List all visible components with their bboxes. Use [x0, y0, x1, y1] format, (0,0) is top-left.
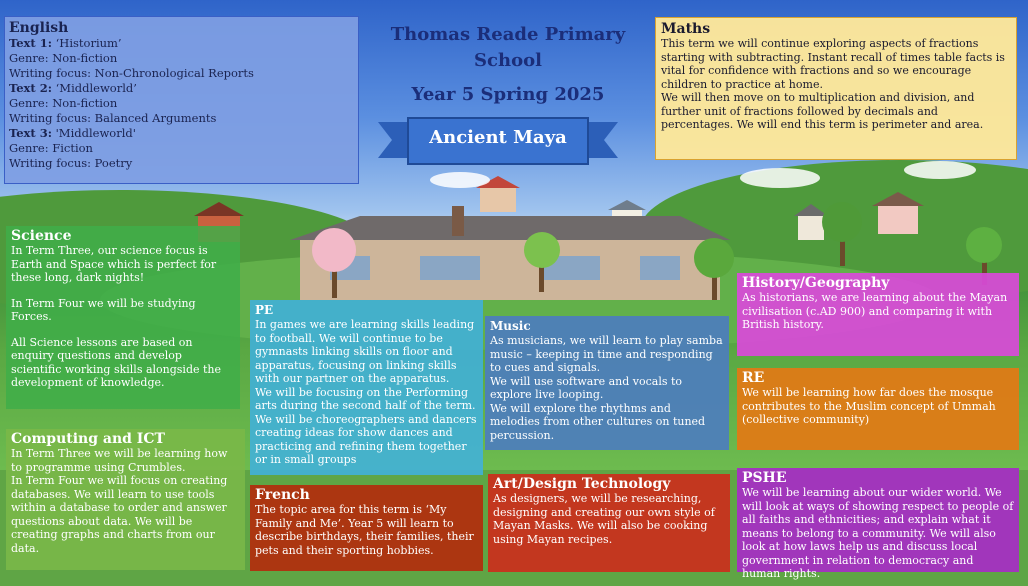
- maths-paragraph: This term we will continue exploring aspects of fractions starting with subtracting. Instant recall of times table facts is vital for confidence with fractions and so we encourage children to practice at home.: [661, 37, 1005, 91]
- music-panel: [485, 316, 729, 450]
- english-line-label: Text 3:: [9, 126, 52, 140]
- english-line: [9, 156, 354, 171]
- computing-paragraph: In Term Three we will be learning how to programme using Crumbles.: [11, 447, 228, 474]
- computing-panel: [6, 429, 245, 570]
- school-name: Thomas Reade Primary School: [390, 24, 626, 71]
- pe-paragraph: In games we are learning skills leading to football. We will continue to be gymnasts linking skills on floor and apparatus, focusing on linking skills with our partner on the apparatus.: [255, 318, 475, 385]
- english-line: [9, 141, 354, 156]
- science-heading: Science: [11, 228, 72, 244]
- french-paragraph: The topic area for this term is ‘My Family and Me’. Year 5 will learn to describe birthdays, their families, their pets and their sporting hobbies.: [255, 503, 474, 557]
- science-paragraph: In Term Four we will be studying Forces.: [11, 296, 196, 323]
- french-heading: French: [255, 487, 310, 503]
- science-paragraph: All Science lessons are based on enquiry questions and develop scientific working skills alongside the development of knowledge.: [11, 335, 222, 389]
- art-paragraph: As designers, we will be researching, designing and creating our own style of Mayan Masks. We will also be cooking using Mayan recipes.: [493, 492, 715, 546]
- english-line-text: Genre: Fiction: [9, 141, 93, 155]
- maths-text: [661, 37, 1011, 132]
- english-line-text: Writing focus: Balanced Arguments: [9, 111, 217, 125]
- history-heading: History/Geography: [742, 275, 890, 291]
- music-paragraph: We will use software and vocals to explore live looping.: [490, 374, 683, 401]
- computing-heading: Computing and ICT: [11, 431, 165, 447]
- pe-paragraph: We will be focusing on the Performing arts during the second half of the term. We will be choreographers and dancers creating ideas for show dances and practicing and refining them together or in small groups: [255, 385, 477, 466]
- history-geography-panel: [737, 273, 1019, 356]
- topic-title: Ancient Maya: [429, 127, 567, 148]
- music-paragraph: As musicians, we will learn to play samba music – keeping in time and responding to cues and signals.: [490, 334, 723, 374]
- pe-heading: PE: [255, 303, 274, 317]
- english-line-text: Genre: Non-fiction: [9, 96, 118, 110]
- english-line-text: Genre: Non-fiction: [9, 51, 118, 65]
- science-panel: [6, 226, 240, 409]
- music-heading: Music: [490, 319, 531, 333]
- maths-paragraph: We will then move on to multiplication and division, and further unit of fractions followed by decimals and percentages. We will end this term is perimeter and area.: [661, 91, 984, 131]
- school-building-icon: [290, 206, 730, 300]
- english-line-text: ‘Middleworld’: [51, 81, 137, 95]
- history-paragraph: As historians, we are learning about the Mayan civilisation (c.AD 900) and comparing it with British history.: [742, 291, 1008, 331]
- english-lines: [9, 36, 354, 171]
- pshe-heading: PSHE: [742, 470, 787, 486]
- re-paragraph: We will be learning how far does the mosque contributes to the Muslim concept of Ummah (collective community): [742, 386, 996, 426]
- computing-paragraph: In Term Four we will focus on creating databases. We will learn to use tools within a database to order and answer questions about data. We will be creating graphs and charts from our data.: [11, 474, 228, 555]
- pe-panel: [250, 300, 483, 475]
- english-line-text: Writing focus: Non-Chronological Reports: [9, 66, 254, 80]
- english-line: [9, 66, 354, 81]
- french-panel: [250, 485, 483, 571]
- year-term: Year 5 Spring 2025: [411, 84, 605, 105]
- english-line-text: Writing focus: Poetry: [9, 156, 133, 170]
- english-line: [9, 96, 354, 111]
- re-heading: RE: [742, 370, 765, 386]
- english-heading: English: [9, 20, 69, 36]
- maths-panel: [655, 17, 1017, 160]
- science-paragraph: In Term Three, our science focus is Earth and Space which is perfect for these long, dark nights!: [11, 244, 217, 284]
- english-line: [9, 36, 354, 51]
- re-panel: [737, 368, 1019, 450]
- pshe-paragraph: We will be learning about our wider world. We will look at ways of showing respect to people of all faiths and ethnicities; and explain what it means to belong to a community. We will also look at how laws help us and discuss local government in relation to democracy and human rights.: [742, 486, 1014, 580]
- maths-heading: Maths: [661, 21, 711, 37]
- pshe-panel: [737, 468, 1019, 580]
- english-line: [9, 111, 354, 126]
- english-line-label: Text 2:: [9, 81, 52, 95]
- english-line: [9, 51, 354, 66]
- english-line-label: Text 1:: [9, 36, 52, 50]
- music-paragraph: We will explore the rhythms and melodies from other cultures on tuned percussion.: [490, 401, 706, 442]
- art-heading: Art/Design Technology: [493, 476, 671, 492]
- english-line: [9, 126, 354, 141]
- english-line-text: ‘Historium’: [51, 36, 122, 50]
- english-line: [9, 81, 354, 96]
- art-design-panel: [488, 474, 730, 572]
- english-panel: [4, 16, 359, 184]
- english-line-text: 'Middleworld': [51, 126, 136, 140]
